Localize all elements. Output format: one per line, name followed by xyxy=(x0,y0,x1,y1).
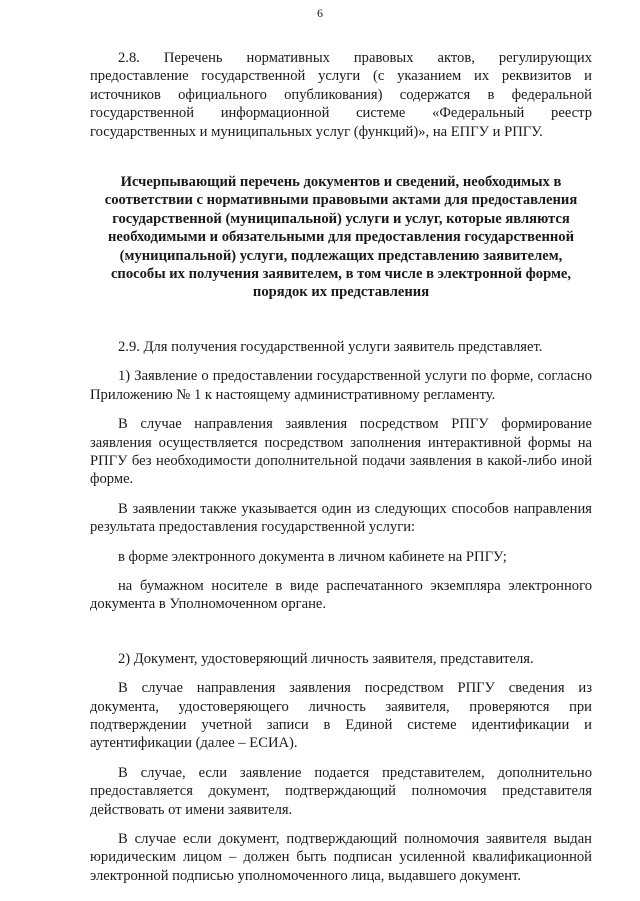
section-heading: Исчерпывающий перечень документов и сведений, необходимых в соответствии с нормативными правовыми актами для предоставления государственной (муниципальной) услуги и услуг, которые являются необходимыми и обязательными для предоставления государственной (муниципальной) услуги, подлежащих представлению заявителем, способы их получения заявителем, в том числе в электронной форме, порядок их представления xyxy=(104,174,578,301)
item-2-rpgu-note: В случае направления заявления посредством РПГУ сведения из документа, удостоверяющего личность заявителя, проверяются при подтверждении учетной записи в Единой системе идентификации и аутентификации (далее – ЕСИА). xyxy=(90,680,592,752)
page-number: 6 xyxy=(317,6,323,20)
item-2-legal-entity: В случае если документ, подтверждающий полномочия заявителя выдан юридическим лицом – должен быть подписан усиленной квалификационной электронной подписью уполномоченного лица, выдавшего документ. xyxy=(90,831,592,884)
method-electronic: в форме электронного документа в личном кабинете на РПГУ; xyxy=(118,548,507,565)
method-paper: на бумажном носителе в виде распечатанного экземпляра электронного документа в Уполномоченном органе. xyxy=(90,577,592,613)
item-1-application: 1) Заявление о предоставлении государственной услуги по форме, согласно Приложению № 1 к настоящему административному регламенту. xyxy=(90,368,592,403)
document-body xyxy=(90,49,592,885)
paragraph-2-9: 2.9. Для получения государственной услуги заявитель представляет. xyxy=(118,338,543,355)
item-1-result-methods: В заявлении также указывается один из следующих способов направления результата предоставления государственной услуги: xyxy=(90,500,592,536)
item-1-rpgu-note: В случае направления заявления посредством РПГУ формирование заявления осуществляется посредством заполнения интерактивной формы на РПГУ без необходимости дополнительной подачи заявления в какой-либо иной форме. xyxy=(90,416,592,488)
item-2-identity-document: 2) Документ, удостоверяющий личность заявителя, представителя. xyxy=(118,650,534,667)
paragraph-2-8: 2.8. Перечень нормативных правовых актов, регулирующих предоставление государственной услуги (с указанием их реквизитов и источников официального опубликования) содержатся в федеральной государственной информационной системе «Федеральный реестр государственных и муниципальных услуг (функций)», на ЕПГУ и РПГУ. xyxy=(90,50,592,140)
item-2-representative: В случае, если заявление подается представителем, дополнительно предоставляется документ, подтверждающий полномочия представителя действовать от имени заявителя. xyxy=(90,764,592,818)
